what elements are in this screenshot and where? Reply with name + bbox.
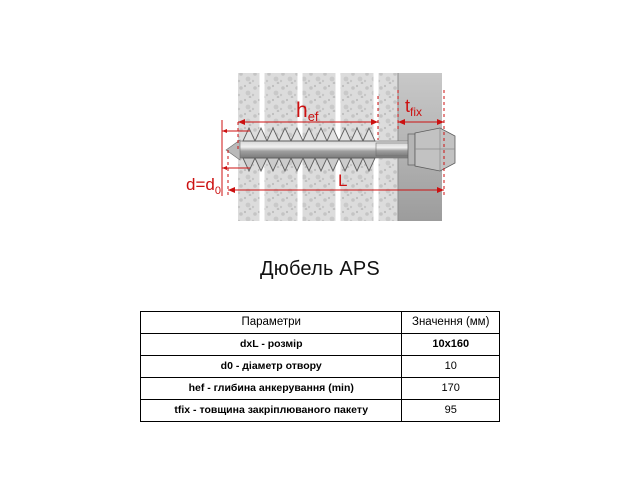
table-row (141, 334, 500, 356)
spec-table (140, 311, 500, 422)
row-d0-param: d0 - діаметр отвору (141, 356, 402, 378)
page-title: Дюбель APS (260, 258, 380, 280)
header-values: Значення (мм) (402, 312, 500, 334)
row-hef-value: 170 (402, 378, 500, 400)
table-header-row (141, 312, 500, 334)
table-row (141, 400, 500, 422)
label-l: L (338, 171, 348, 190)
row-size-param: dxL - розмір (141, 334, 402, 356)
row-tfix-value: 95 (402, 400, 500, 422)
row-hef-param: hef - глибина анкерування (min) (141, 378, 402, 400)
table-row (141, 378, 500, 400)
row-size-value: 10x160 (402, 334, 500, 356)
table-row (141, 356, 500, 378)
label-d: $d=d_0$ (186, 175, 221, 197)
header-parameters: Параметри (141, 312, 402, 334)
row-d0-value: 10 (402, 356, 500, 378)
label-tfix: $t_{fix}$ (405, 96, 423, 119)
label-hef: hef (296, 99, 319, 124)
row-tfix-param: tfix - товщина закріплюваного пакету (141, 400, 402, 422)
